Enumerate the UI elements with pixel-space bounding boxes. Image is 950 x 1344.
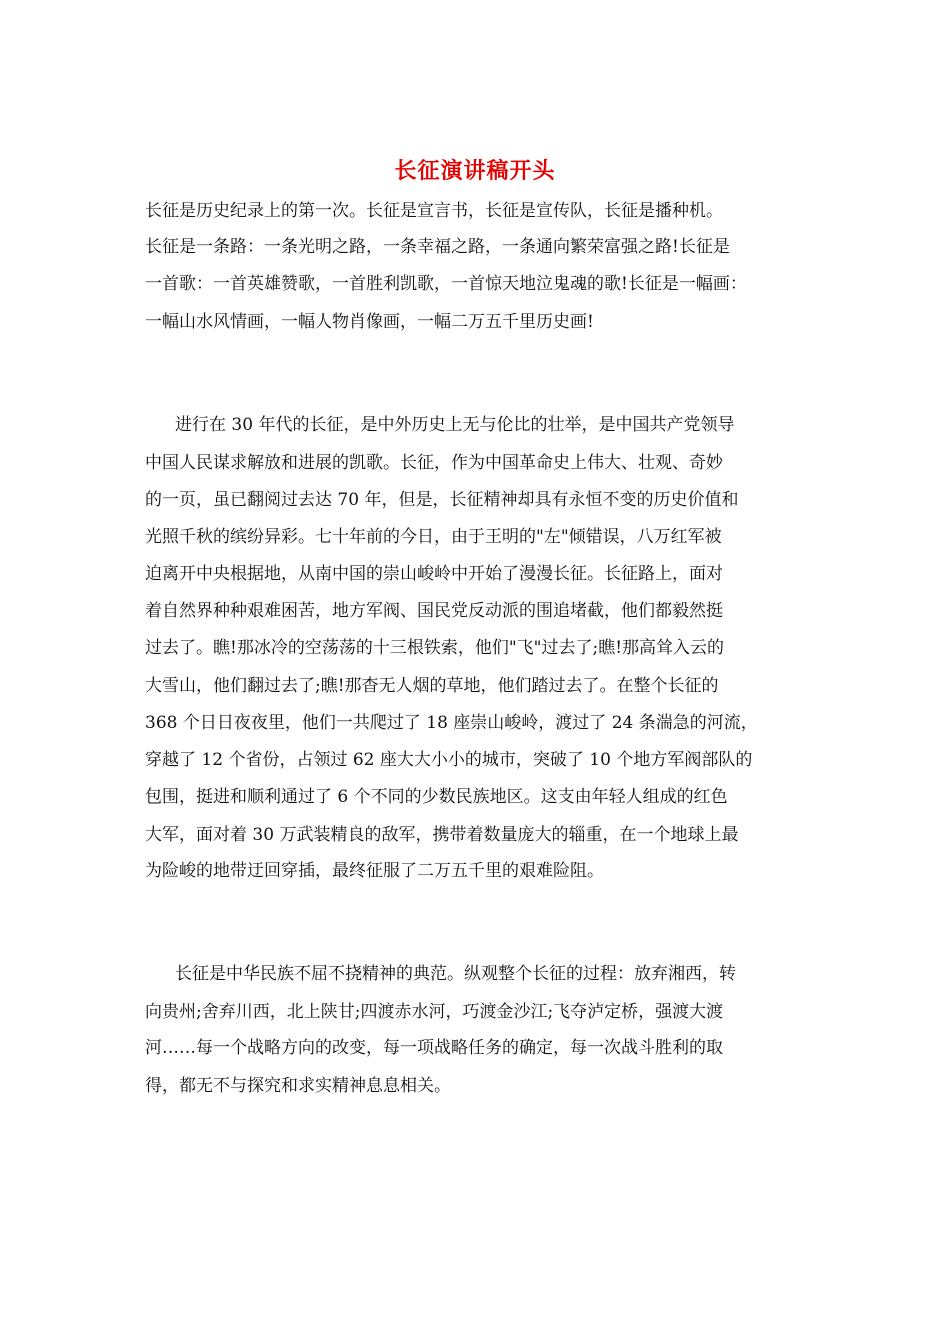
paragraph-1-line-1: 长征是历史纪录上的第一次。长征是宣言书，长征是宣传队，长征是播种机。 bbox=[145, 201, 723, 221]
paragraph-2-line-4: 光照千秋的缤纷异彩。七十年前的今日，由于王明的"左"倾错误，八万红军被 bbox=[145, 527, 722, 547]
paragraph-1-line-2: 长征是一条路：一条光明之路，一条幸福之路，一条通向繁荣富强之路!长征是 bbox=[145, 237, 730, 257]
paragraph-3-line-1: 长征是中华民族不屈不挠精神的典范。纵观整个长征的过程：放弃湘西，转 bbox=[175, 964, 736, 984]
paragraph-2-line-5: 迫离开中央根据地，从南中国的崇山峻岭中开始了漫漫长征。长征路上，面对 bbox=[145, 564, 723, 584]
paragraph-3-line-2: 向贵州;舍弃川西，北上陕甘;四渡赤水河，巧渡金沙江;飞夺泸定桥，强渡大渡 bbox=[145, 1002, 724, 1022]
paragraph-2-line-1: 进行在 30 年代的长征，是中外历史上无与伦比的壮举，是中国共产党领导 bbox=[175, 415, 735, 435]
paragraph-2-line-12: 大军，面对着 30 万武装精良的敌军，携带着数量庞大的辎重，在一个地球上最 bbox=[145, 825, 739, 845]
document-title: 长征演讲稿开头 bbox=[394, 158, 556, 184]
paragraph-1-line-4: 一幅山水风情画，一幅人物肖像画，一幅二万五千里历史画! bbox=[145, 312, 594, 332]
paragraph-2-line-3: 的一页，虽已翻阅过去达 70 年，但是，长征精神却具有永恒不变的历史价值和 bbox=[145, 490, 739, 510]
paragraph-2-line-2: 中国人民谋求解放和进展的凯歌。长征，作为中国革命史上伟大、壮观、奇妙 bbox=[145, 453, 723, 473]
paragraph-2-line-10: 穿越了 12 个省份，占领过 62 座大大小小的城市，突破了 10 个地方军阀部队的 bbox=[145, 750, 753, 770]
paragraph-2-line-9: 368 个日日夜夜里，他们一共爬过了 18 座崇山峻岭，渡过了 24 条湍急的河流， bbox=[145, 713, 758, 733]
paragraph-2-line-11: 包围，挺进和顺利通过了 6 个不同的少数民族地区。这支由年轻人组成的红色 bbox=[145, 787, 728, 807]
paragraph-2-line-13: 为险峻的地带迂回穿插，最终征服了二万五千里的艰难险阻。 bbox=[145, 861, 604, 881]
paragraph-2-line-6: 着自然界种种艰难困苦，地方军阀、国民党反动派的围追堵截，他们都毅然挺 bbox=[145, 601, 723, 621]
paragraph-1-line-3: 一首歌：一首英雄赞歌，一首胜利凯歌，一首惊天地泣鬼魂的歌!长征是一幅画： bbox=[145, 274, 747, 294]
paragraph-3-line-4: 得，都无不与探究和求实精神息息相关。 bbox=[145, 1076, 451, 1096]
paragraph-2-line-8: 大雪山，他们翻过去了;瞧!那杳无人烟的草地，他们踏过去了。在整个长征的 bbox=[145, 676, 719, 696]
paragraph-2-line-7: 过去了。瞧!那冰冷的空荡荡的十三根铁索，他们"飞"过去了;瞧!那高耸入云的 bbox=[145, 638, 725, 658]
paragraph-3-line-3: 河……每一个战略方向的改变，每一项战略任务的确定，每一次战斗胜利的取 bbox=[145, 1038, 723, 1058]
